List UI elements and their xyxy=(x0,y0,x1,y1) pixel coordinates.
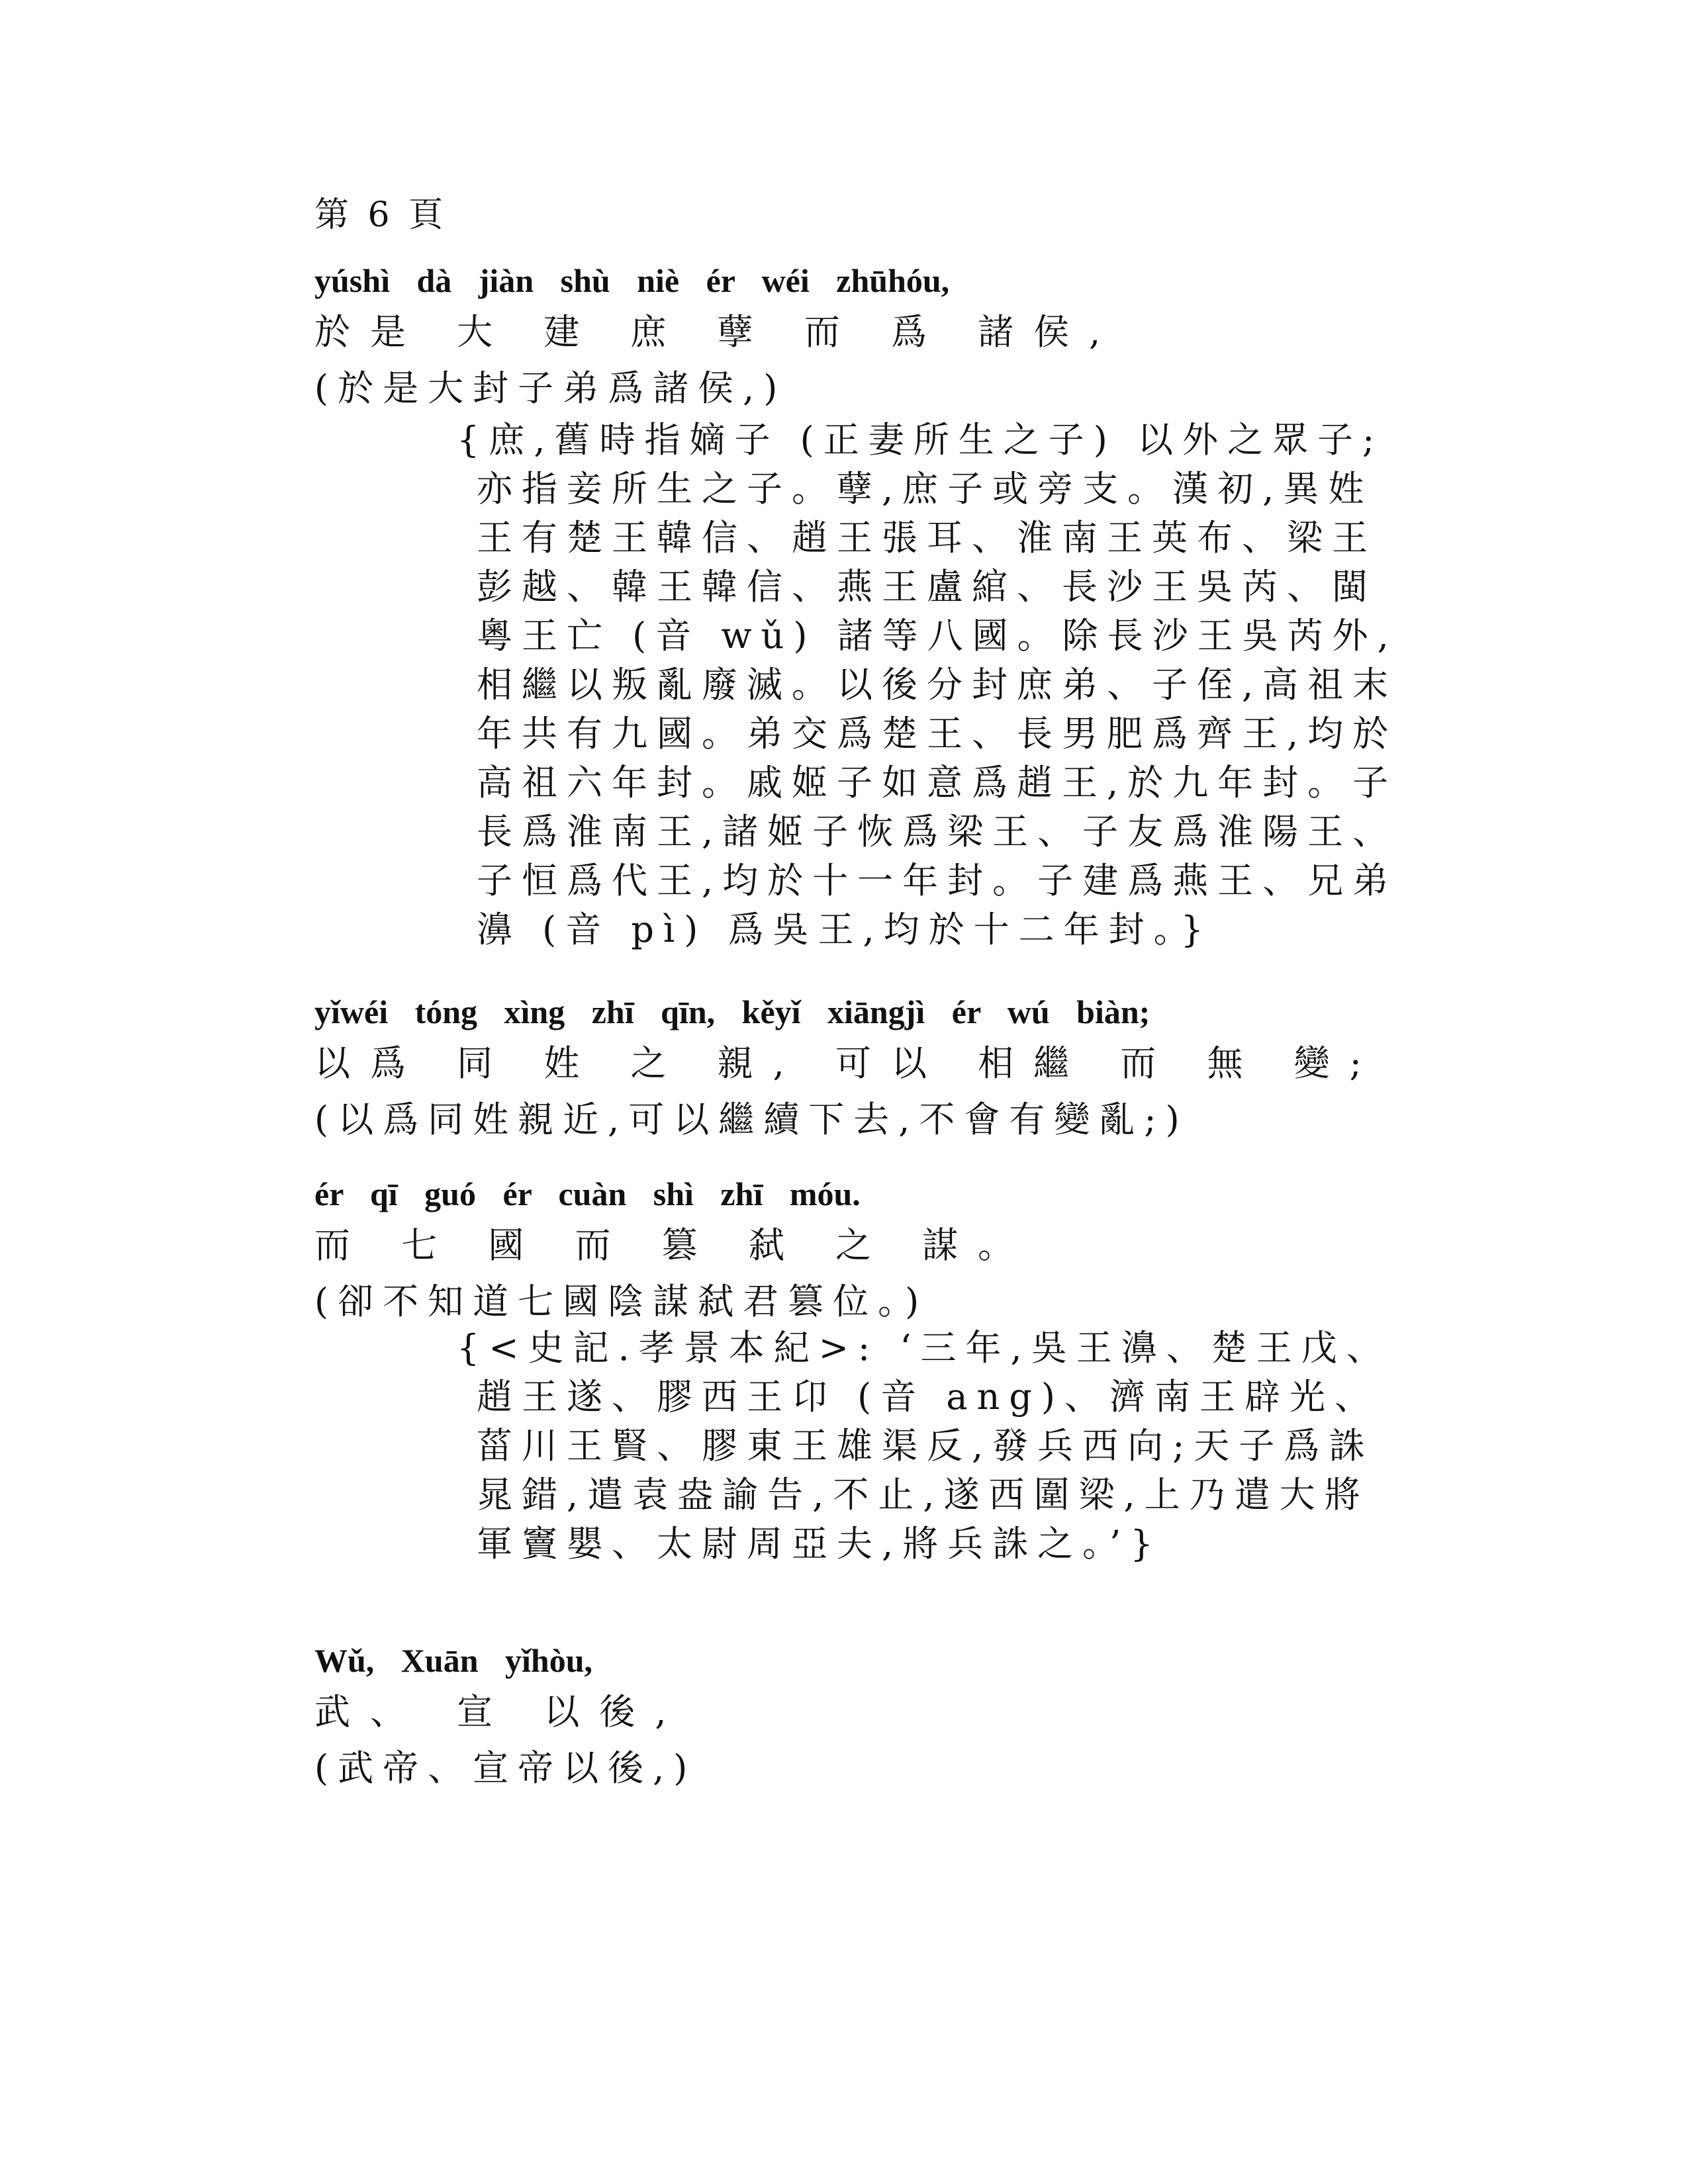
verse-3-pinyin: ér qī guó ér cuàn shì zhī móu. xyxy=(314,1175,861,1212)
verse-1-note xyxy=(457,416,1403,954)
verse-1-note-text: {庶,舊時指嫡子 (正妻所生之子) 以外之眾子;亦指妾所生之子。孽,庶子或旁支。漢初,異姓王有楚王韓信、趙王張耳、淮南王英布、梁王彭越、韓王韓信、燕王盧綰、長沙王吳芮、閩粵王亡 (音 wǔ) 諸等八國。除長沙王吳芮外,相繼以叛亂廢滅。以後分封庶弟、子侄,高祖末年共有九國。弟交爲楚王、長男肥爲齊王,均於高祖六年封。戚姬子如意爲趙王,於九年封。子長爲淮南王,諸姬子恢爲梁王、子友爲淮陽王、子恒爲代王,均於十一年封。子建爲燕王、兄弟濞 (音 pì) 爲吳王,均於十二年封。} xyxy=(457,419,1398,950)
verse-3-gloss: (卻不知道七國陰謀弑君篡位。) xyxy=(314,1281,929,1322)
verse-1 xyxy=(314,261,1120,411)
verse-2 xyxy=(314,993,1382,1142)
verse-4-hanzi: 武、 宣 以後, xyxy=(314,1691,686,1733)
verse-3 xyxy=(314,1175,1033,1324)
verse-4-gloss: (武帝、宣帝以後,) xyxy=(314,1747,697,1789)
page-header: 第 6 頁 xyxy=(314,195,447,235)
verse-3-hanzi: 而 七 國 而 篡 弑 之 謀。 xyxy=(314,1224,1034,1266)
verse-2-pinyin: yǐwéi tóng xìng zhī qīn, kěyǐ xiāngjì ér wú biàn; xyxy=(314,993,1150,1030)
verse-1-hanzi: 於是 大 建 庶 孽 而 爲 諸侯, xyxy=(314,311,1121,353)
verse-4 xyxy=(314,1641,696,1791)
verse-2-gloss: (以爲同姓親近,可以繼續下去,不會有變亂;) xyxy=(314,1099,1189,1140)
verse-1-pinyin: yúshì dà jiàn shù niè ér wéi zhūhóu, xyxy=(314,262,950,299)
verse-3-note-text: {<史記.孝景本紀>: ‘三年,吳王濞、楚王戊、趙王遂、膠西王卬 (音 ang)、濟南王辟光、菑川王賢、膠東王雄渠反,發兵西向;天子爲誅晁錯,遣袁盎諭告,不止,遂西圍梁,上乃遣大將軍竇嬰、太尉周亞夫,將兵誅之。’} xyxy=(457,1327,1391,1565)
verse-2-hanzi: 以爲 同 姓 之 親, 可以 相繼 而 無 變; xyxy=(314,1042,1382,1084)
verse-3-note xyxy=(457,1324,1403,1569)
verse-1-gloss: (於是大封子弟爲諸侯,) xyxy=(314,367,787,409)
verse-4-pinyin: Wǔ, Xuān yǐhòu, xyxy=(314,1642,593,1679)
